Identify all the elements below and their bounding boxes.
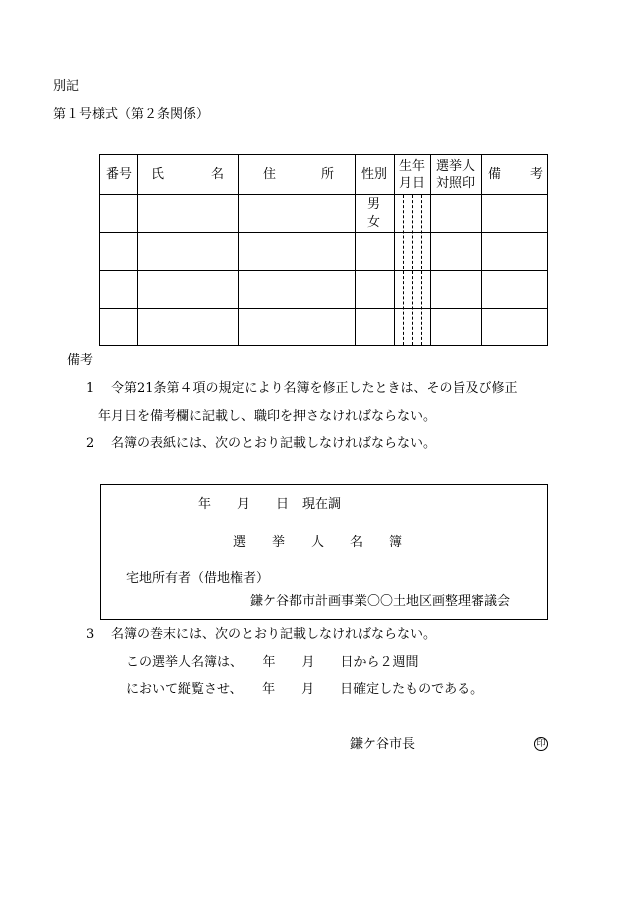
cover-council: 鎌ケ谷都市計画事業〇〇土地区画整理審議会 [250, 594, 511, 609]
note-1-number: 1 [86, 381, 95, 396]
header-name-1: 氏 [151, 167, 165, 182]
header-address-1: 住 [263, 167, 277, 182]
cover-date-line: 年 月 日 現在調 [198, 497, 342, 512]
column-divider [355, 155, 356, 345]
note-1-line-2: 年月日を備考欄に記載し、職印を押さなければならない。 [98, 409, 437, 424]
note-2-text: 名簿の表紙には、次のとおり記載しなければならない。 [111, 436, 437, 451]
column-divider [430, 155, 431, 345]
note-3-line-3: において縦覧させ、 年 月 日確定したものである。 [126, 682, 484, 697]
note-1-line-1: 令第21条第４項の規定により名簿を修正したときは、その旨及び修正 [111, 381, 518, 396]
form-title: 第１号様式（第２条関係） [53, 107, 210, 122]
row-divider [100, 232, 547, 233]
seal-text: 印 [536, 739, 546, 749]
header-voter-1: 選挙人 [436, 159, 476, 174]
note-3-line-2: この選挙人名簿は、 年 月 日から２週間 [126, 655, 419, 670]
note-3-number: 3 [86, 627, 95, 642]
row-divider [100, 194, 547, 195]
notes-title: 備考 [67, 353, 94, 368]
row-divider [100, 270, 547, 271]
sex-female: 女 [367, 215, 381, 230]
cover-title: 選 挙 人 名 簿 [233, 535, 403, 550]
header-number: 番号 [106, 167, 133, 182]
note-3-text: 名簿の巻末には、次のとおり記載しなければならない。 [111, 627, 437, 642]
column-divider [238, 155, 239, 345]
cover-owner: 宅地所有者（借地権者） [126, 571, 270, 586]
header-remarks-2: 考 [530, 167, 544, 182]
mayor-title: 鎌ケ谷市長 [350, 737, 416, 752]
betsuki-label: 別記 [53, 79, 80, 94]
header-address-2: 所 [321, 167, 335, 182]
header-birth-1: 生年 [399, 159, 426, 174]
cover-sample-box [100, 484, 548, 620]
header-name-2: 名 [211, 167, 225, 182]
column-divider [137, 155, 138, 345]
header-birth-2: 月日 [399, 176, 426, 191]
sex-male: 男 [367, 197, 381, 212]
seal-mark [534, 737, 548, 751]
column-divider [481, 155, 482, 345]
row-divider [100, 308, 547, 309]
header-voter-2: 対照印 [436, 176, 476, 191]
voter-register-table [99, 154, 548, 346]
header-sex: 性別 [361, 167, 388, 182]
column-divider [394, 155, 395, 345]
note-2-number: 2 [86, 436, 95, 451]
header-remarks-1: 備 [488, 167, 502, 182]
